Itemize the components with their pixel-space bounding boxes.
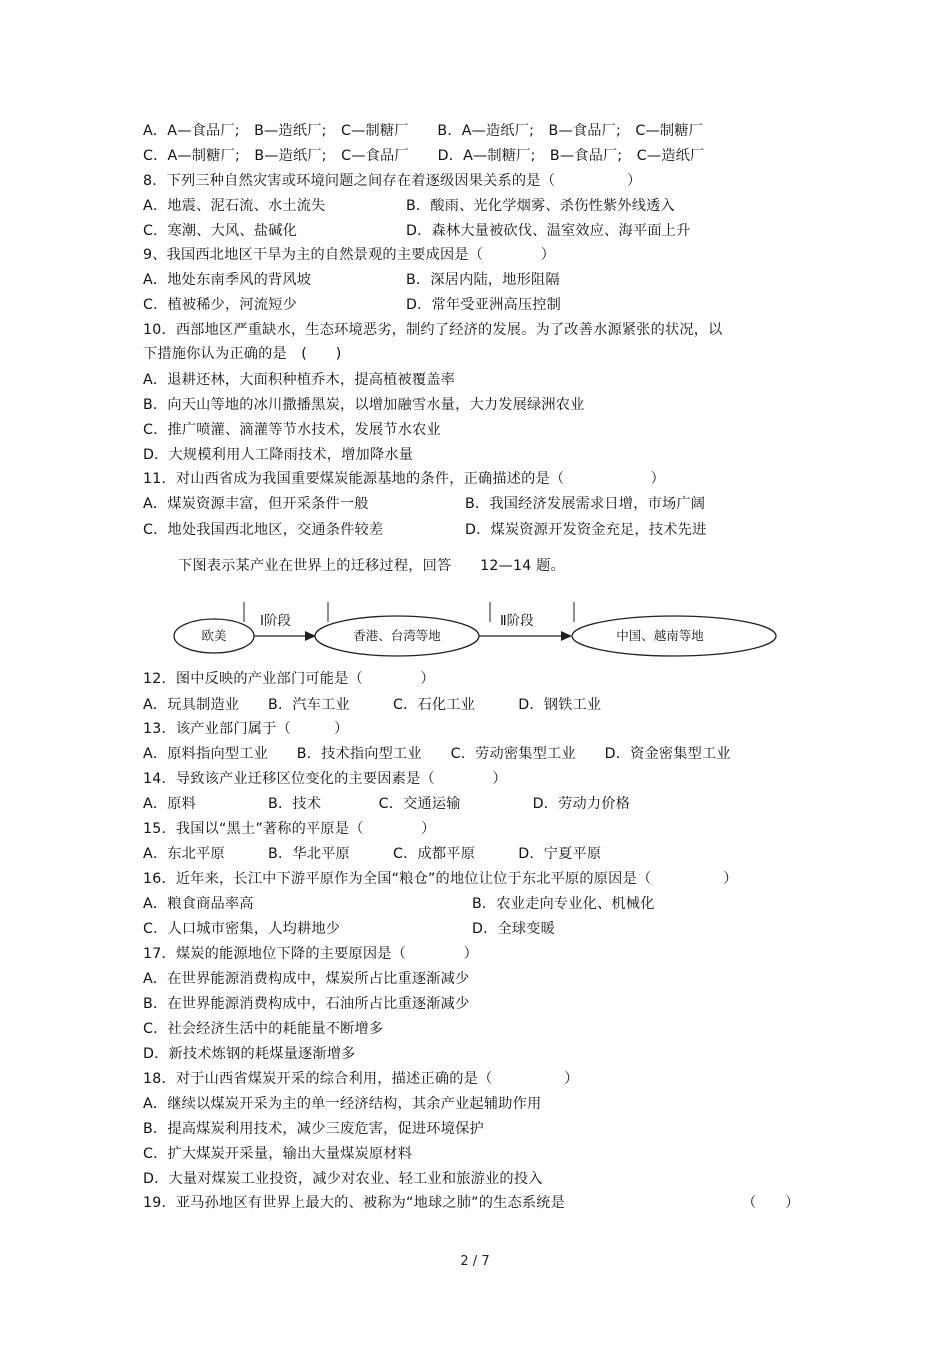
text-line: D．大规模利用人工降雨技术，增加降水量 bbox=[143, 447, 414, 463]
text-line: C．寒潮、大风、盐碱化 bbox=[143, 223, 297, 239]
text-line: A．继续以煤炭开采为主的单一经济结构，其余产业起辅助作用 bbox=[143, 1096, 542, 1112]
text-line: 下图表示某产业在世界上的迁移过程，回答 12—14 题。 bbox=[178, 558, 565, 574]
text-line: 15．我国以“黑土”著称的平原是（ ） bbox=[143, 821, 436, 837]
text-line: C．社会经济生活中的耗能量不断增多 bbox=[143, 1021, 384, 1037]
text-line: C．推广喷灌、滴灌等节水技术，发展节水农业 bbox=[143, 422, 441, 438]
text-line: A．东北平原 B．华北平原 C．成都平原 D．宁夏平原 bbox=[143, 846, 602, 862]
node-hongkong-taiwan-label: 香港、台湾等地 bbox=[353, 628, 441, 643]
text-line: A．退耕还林，大面积种植乔木，提高植被覆盖率 bbox=[143, 372, 456, 388]
stage-1-label: Ⅰ阶段 bbox=[260, 613, 291, 629]
text-line: D．煤炭资源开发资金充足，技术先进 bbox=[465, 522, 707, 538]
text-line: C．A—制糖厂; B—造纸厂; C—食品厂 D．A—制糖厂; B—食品厂; C—造纸厂 bbox=[143, 148, 705, 164]
text-line: C．植被稀少，河流短少 bbox=[143, 297, 297, 313]
text-line: A．地处东南季风的背风坡 bbox=[143, 272, 312, 288]
text-line: B．提高煤炭利用技术，减少三废危害，促进环境保护 bbox=[143, 1121, 484, 1137]
text-line: A．在世界能源消费构成中，煤炭所占比重逐渐减少 bbox=[143, 971, 470, 987]
industry-migration-diagram bbox=[160, 598, 790, 660]
arrow-stage-1-head bbox=[305, 631, 316, 641]
text-line: 18．对于山西省煤炭开采的综合利用，描述正确的是（ ） bbox=[143, 1071, 579, 1087]
text-line: 19．亚马孙地区有世界上最大的、被称为“地球之肺”的生态系统是 bbox=[143, 1195, 566, 1211]
text-line: 13．该产业部门属于（ ） bbox=[143, 721, 349, 737]
text-line: A．煤炭资源丰富，但开采条件一般 bbox=[143, 496, 369, 512]
text-line: C．地处我国西北地区，交通条件较差 bbox=[143, 522, 384, 538]
text-line: D．森林大量被砍伐、温室效应、海平面上升 bbox=[406, 223, 691, 239]
text-line: B．在世界能源消费构成中，石油所占比重逐渐减少 bbox=[143, 996, 470, 1012]
text-line: 10．西部地区严重缺水，生态环境恶劣，制约了经济的发展。为了改善水源紧张的状况，以 bbox=[143, 322, 723, 338]
text-line: 12．图中反映的产业部门可能是（ ） bbox=[143, 671, 435, 687]
text-line: B．我国经济发展需求日增，市场广阔 bbox=[465, 496, 706, 512]
text-line: D．常年受亚洲高压控制 bbox=[406, 297, 562, 313]
text-line: （ ） bbox=[742, 1195, 800, 1211]
text-line: A．粮食商品率高 bbox=[143, 896, 254, 912]
text-line: 9、我国西北地区干旱为主的自然景观的主要成因是（ ） bbox=[143, 247, 556, 263]
node-china-vietnam-label: 中国、越南等地 bbox=[616, 628, 704, 643]
text-line: C．人口城市密集，人均耕地少 bbox=[143, 921, 341, 937]
text-line: B．深居内陆，地形阻隔 bbox=[406, 272, 560, 288]
text-line: 8．下列三种自然灾害或环境问题之间存在着逐级因果关系的是（ ） bbox=[143, 173, 642, 189]
text-line: A．A—食品厂; B—造纸厂; C—制糖厂 B．A—造纸厂; B—食品厂; C—制糖厂 bbox=[143, 123, 704, 139]
text-line: D．大量对煤炭工业投资，减少对农业、轻工业和旅游业的投入 bbox=[143, 1171, 543, 1187]
text-line: B．酸雨、光化学烟雾、杀伤性紫外线透入 bbox=[406, 198, 675, 214]
text-line: A．原料指向型工业 B．技术指向型工业 C．劳动密集型工业 D．资金密集型工业 bbox=[143, 746, 731, 762]
text-line: A．玩具制造业 B．汽车工业 C．石化工业 D．钢铁工业 bbox=[143, 697, 602, 713]
node-europe-america-label: 欧美 bbox=[201, 628, 227, 643]
text-line: 17．煤炭的能源地位下降的主要原因是（ ） bbox=[143, 946, 478, 962]
arrow-stage-2-head bbox=[561, 631, 572, 641]
text-line: B．农业走向专业化、机械化 bbox=[472, 896, 655, 912]
stage-2-label: Ⅱ阶段 bbox=[500, 613, 534, 629]
text-line: D．全球变暖 bbox=[472, 921, 556, 937]
text-line: D．新技术炼钢的耗煤量逐渐增多 bbox=[143, 1046, 356, 1062]
text-line: 14．导致该产业迁移区位变化的主要因素是（ ） bbox=[143, 771, 507, 787]
text-line: B．向天山等地的冰川撒播黑炭，以增加融雪水量，大力发展绿洲农业 bbox=[143, 397, 585, 413]
text-line: 11．对山西省成为我国重要煤炭能源基地的条件，正确描述的是（ ） bbox=[143, 471, 666, 487]
text-line: A．原料 B．技术 C．交通运输 D．劳动力价格 bbox=[143, 796, 631, 812]
text-line: A．地震、泥石流、水土流失 bbox=[143, 198, 326, 214]
text-line: 16．近年来，长江中下游平原作为全国“粮仓”的地位让位于东北平原的原因是（ ） bbox=[143, 871, 738, 887]
page-number: 2 / 7 bbox=[460, 1254, 490, 1269]
text-line: C．扩大煤炭开采量，输出大量煤炭原材料 bbox=[143, 1146, 413, 1162]
text-line: 下措施你认为正确的是 ( ) bbox=[143, 346, 342, 362]
